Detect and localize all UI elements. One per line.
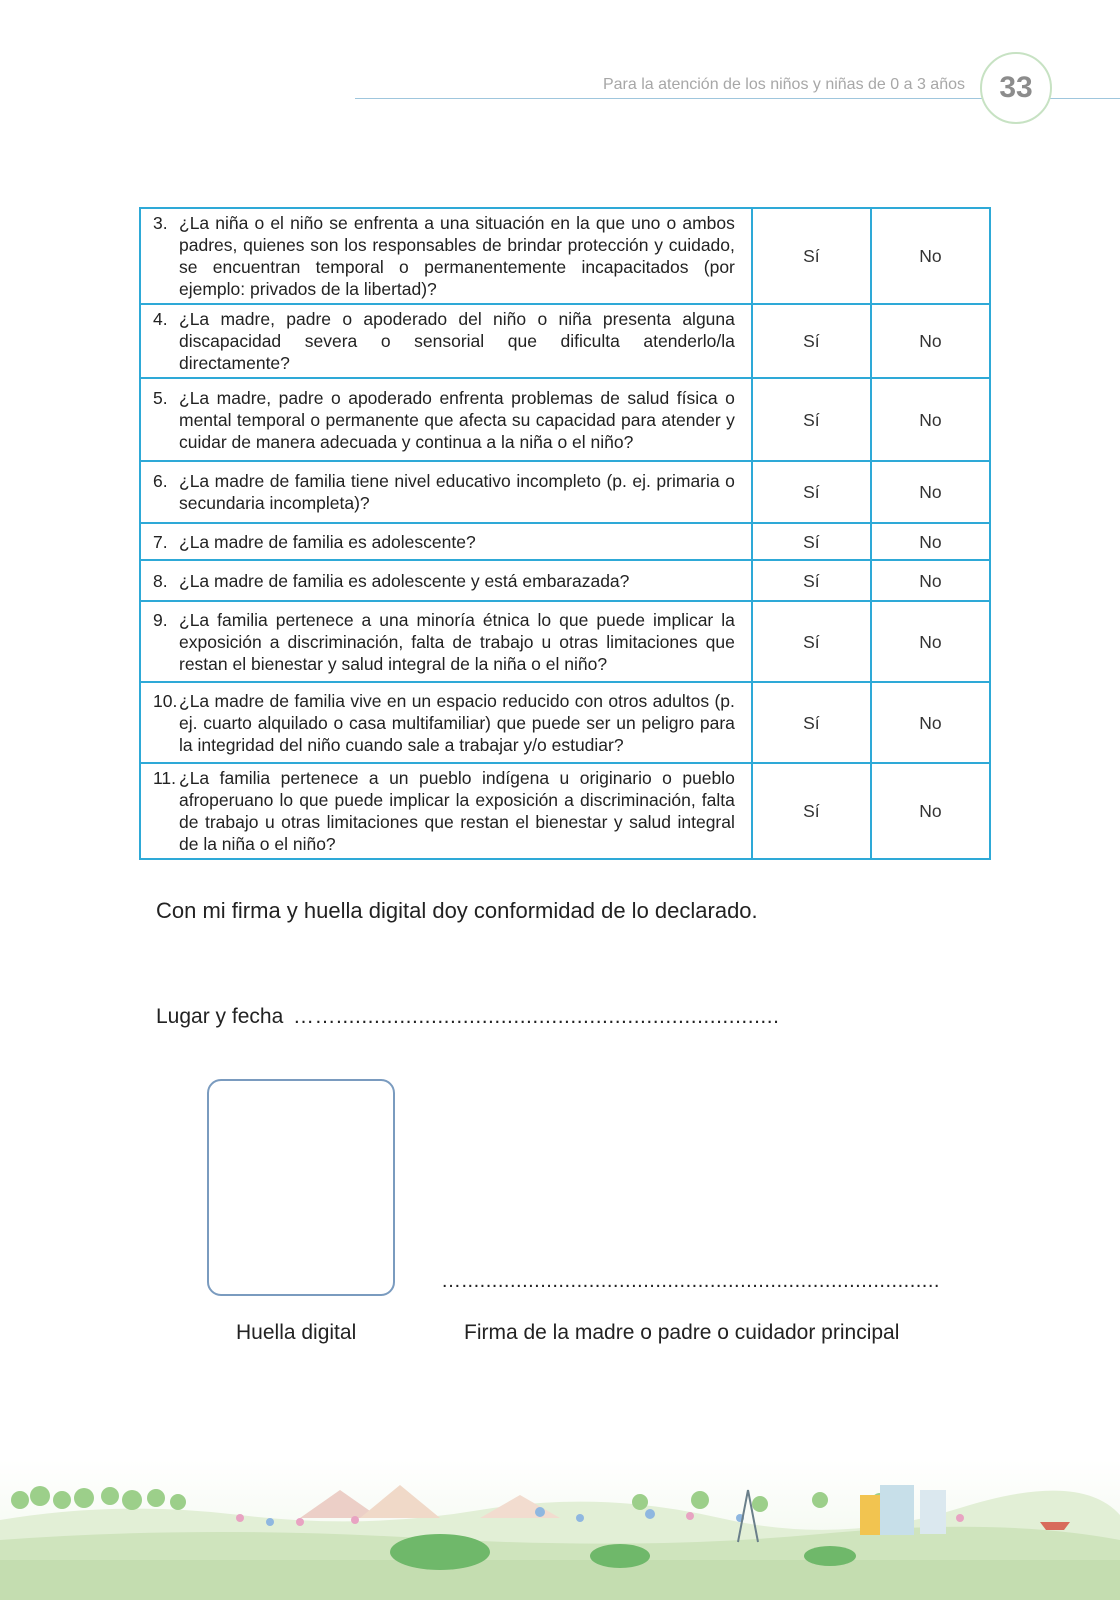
question-cell bbox=[140, 378, 752, 461]
question-row bbox=[140, 763, 990, 859]
question-row bbox=[140, 304, 990, 378]
question-number: 7. bbox=[153, 531, 168, 552]
question-text: ¿La niña o el niño se enfrenta a una situación en la que uno o ambos padres, quienes son los responsables de brindar protección y cuidado, se encuentran temporal o permanentemente incapacitados (por ejemplo: privados de la libertad)? bbox=[179, 213, 735, 299]
question-cell bbox=[140, 208, 752, 304]
answer-no[interactable]: No bbox=[871, 560, 990, 601]
question-row bbox=[140, 461, 990, 523]
landscape-illustration bbox=[0, 1460, 1120, 1600]
question-number: 4. bbox=[153, 309, 168, 329]
answer-no[interactable]: No bbox=[871, 304, 990, 378]
question-number: 6. bbox=[153, 471, 168, 491]
answer-yes[interactable]: Sí bbox=[752, 523, 871, 560]
question-text: ¿La madre, padre o apoderado enfrenta problemas de salud física o mental temporal o permanente que afecta su capacidad para atender y cuidar de manera adecuada y continua a la niña o el niño? bbox=[179, 387, 735, 452]
question-row bbox=[140, 378, 990, 461]
answer-yes[interactable]: Sí bbox=[752, 378, 871, 461]
question-text: ¿La madre de familia es adolescente? bbox=[179, 531, 476, 552]
question-number: 10. bbox=[153, 690, 178, 711]
answer-yes[interactable]: Sí bbox=[752, 208, 871, 304]
question-number: 3. bbox=[153, 213, 168, 233]
question-cell bbox=[140, 560, 752, 601]
question-text: ¿La madre de familia tiene nivel educativo incompleto (p. ej. primaria o secundaria incompleta)? bbox=[179, 471, 735, 513]
question-cell bbox=[140, 682, 752, 763]
answer-no[interactable]: No bbox=[871, 523, 990, 560]
question-text: ¿La madre de familia vive en un espacio reducido con otros adultos (p. ej. cuarto alquilado o casa multifamiliar) que puede ser un peligro para la integridad del niño cuando sale a trabajar y/o estudiar? bbox=[179, 690, 735, 755]
fingerprint-label: Huella digital bbox=[236, 1321, 357, 1344]
question-number: 5. bbox=[153, 387, 168, 408]
questionnaire-table bbox=[139, 207, 991, 860]
fingerprint-box[interactable] bbox=[207, 1079, 395, 1296]
answer-no[interactable]: No bbox=[871, 461, 990, 523]
question-cell bbox=[140, 304, 752, 378]
question-cell bbox=[140, 461, 752, 523]
question-cell bbox=[140, 601, 752, 682]
answer-yes[interactable]: Sí bbox=[752, 304, 871, 378]
answer-no[interactable]: No bbox=[871, 208, 990, 304]
question-row bbox=[140, 601, 990, 682]
answer-yes[interactable]: Sí bbox=[752, 763, 871, 859]
question-number: 11. bbox=[153, 768, 177, 788]
question-row bbox=[140, 208, 990, 304]
question-text: ¿La familia pertenece a un pueblo indígena u originario o pueblo afroperuano lo que puede implicar la exposición a discriminación, falta de trabajo u otras limitaciones que restan el bienestar y salud integral de la niña o el niño? bbox=[179, 768, 735, 854]
question-number: 8. bbox=[153, 570, 168, 591]
answer-yes[interactable]: Sí bbox=[752, 601, 871, 682]
question-number: 9. bbox=[153, 609, 168, 630]
answer-no[interactable]: No bbox=[871, 682, 990, 763]
signature-label: Firma de la madre o padre o cuidador principal bbox=[464, 1321, 900, 1344]
running-title: Para la atención de los niños y niñas de 0 a 3 años bbox=[602, 76, 965, 93]
signature-line[interactable]: …............................................................................... bbox=[441, 1270, 940, 1292]
question-row bbox=[140, 682, 990, 763]
questionnaire-body bbox=[140, 208, 990, 859]
question-cell bbox=[140, 763, 752, 859]
question-cell bbox=[140, 523, 752, 560]
answer-no[interactable]: No bbox=[871, 378, 990, 461]
page-number: 33 bbox=[980, 52, 1052, 124]
question-row bbox=[140, 523, 990, 560]
answer-no[interactable]: No bbox=[871, 601, 990, 682]
question-text: ¿La madre, padre o apoderado del niño o niña presenta alguna discapacidad severa o sensorial que dificulta atenderlo/la directamente? bbox=[179, 309, 735, 373]
place-date-label: Lugar y fecha bbox=[156, 1005, 284, 1028]
question-text: ¿La madre de familia es adolescente y está embarazada? bbox=[179, 570, 630, 591]
question-text: ¿La familia pertenece a una minoría étnica lo que puede implicar la exposición a discriminación, falta de trabajo u otras limitaciones que restan el bienestar y salud integral de la niña o el niño? bbox=[179, 609, 735, 674]
answer-no[interactable]: No bbox=[871, 763, 990, 859]
declaration-text: Con mi firma y huella digital doy conformidad de lo declarado. bbox=[156, 898, 758, 923]
answer-yes[interactable]: Sí bbox=[752, 682, 871, 763]
question-row bbox=[140, 560, 990, 601]
place-date-field[interactable]: ……...................................................................... bbox=[293, 1005, 780, 1028]
answer-yes[interactable]: Sí bbox=[752, 461, 871, 523]
answer-yes[interactable]: Sí bbox=[752, 560, 871, 601]
